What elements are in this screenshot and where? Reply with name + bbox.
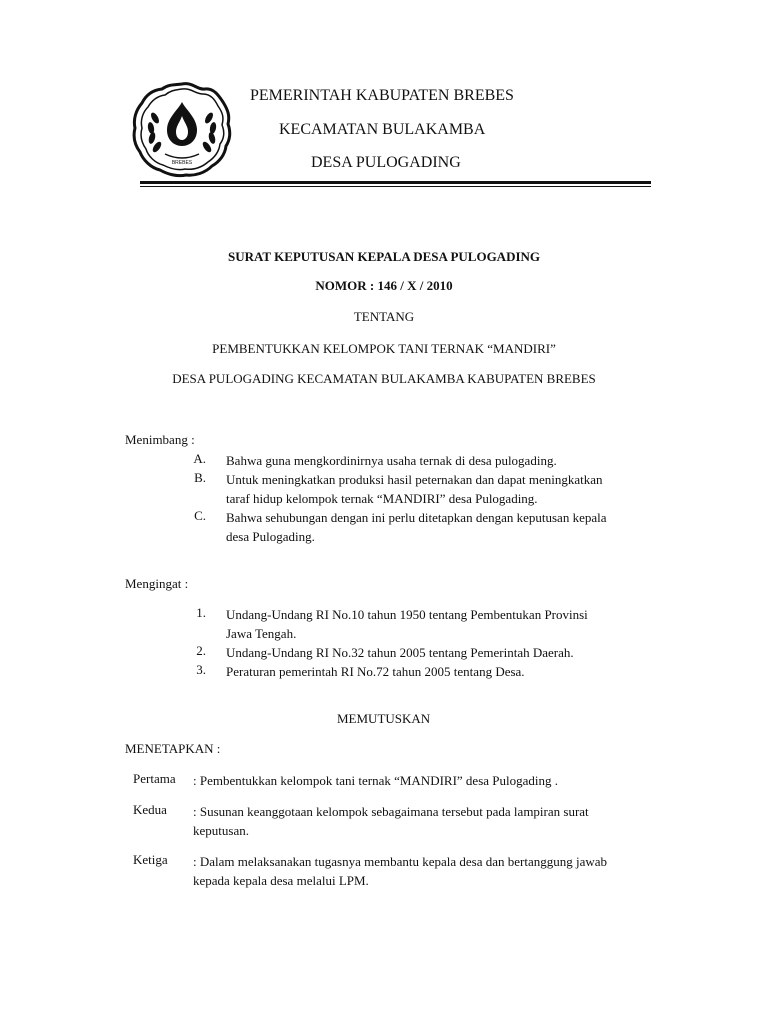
menetapkan-text-kedua-1: : Susunan keanggotaan kelompok sebagaimana tersebut pada lampiran surat — [193, 804, 589, 819]
menimbang-text-b-2: taraf hidup kelompok ternak “MANDIRI” desa Pulogading. — [226, 491, 538, 506]
mengingat-marker-2: 2. — [196, 643, 206, 658]
menetapkan-text-ketiga-1: : Dalam melaksanakan tugasnya membantu kepala desa dan bertanggung jawab — [193, 854, 608, 869]
menimbang-label: Menimbang : — [125, 432, 195, 447]
memutuskan-heading: MEMUTUSKAN — [337, 711, 431, 726]
decree-subject-line-1: PEMBENTUKKAN KELOMPOK TANI TERNAK “MANDIRI” — [212, 341, 556, 356]
letterhead-village: DESA PULOGADING — [311, 154, 461, 171]
menimbang-text-b-1: Untuk meningkatkan produksi hasil peternakan dan dapat meningkatkan — [226, 472, 603, 487]
menetapkan-key-kedua: Kedua — [133, 802, 167, 817]
mengingat-text-1-2: Jawa Tengah. — [226, 626, 297, 641]
menimbang-marker-c: C. — [194, 508, 206, 523]
menetapkan-text-pertama-1: : Pembentukkan kelompok tani ternak “MANDIRI” desa Pulogading . — [193, 773, 559, 788]
menetapkan-text-ketiga-2: kepada kepala desa melalui LPM. — [193, 873, 369, 888]
menimbang-text-c-2: desa Pulogading. — [226, 529, 315, 544]
regency-seal-logo — [131, 80, 233, 180]
decree-heading: SURAT KEPUTUSAN KEPALA DESA PULOGADING — [227, 249, 541, 264]
menetapkan-label: MENETAPKAN : — [125, 741, 221, 756]
menetapkan-key-ketiga: Ketiga — [133, 852, 168, 867]
menetapkan-key-pertama: Pertama — [133, 771, 176, 786]
letterhead-district: KECAMATAN BULAKAMBA — [279, 121, 486, 138]
letterhead-rule-thick — [140, 181, 651, 184]
menimbang-text-c-1: Bahwa sehubungan dengan ini perlu ditetapkan dengan keputusan kepala — [226, 510, 607, 525]
seal-text: BREBES — [171, 160, 193, 166]
decree-about: TENTANG — [353, 309, 415, 324]
menimbang-marker-b: B. — [194, 470, 206, 485]
menimbang-text-a-1: Bahwa guna mengkordinirnya usaha ternak di desa pulogading. — [226, 453, 557, 468]
decree-subject-line-2: DESA PULOGADING KECAMATAN BULAKAMBA KABUPATEN BREBES — [172, 371, 596, 386]
menetapkan-text-kedua-2: keputusan. — [193, 823, 249, 838]
letterhead-government: PEMERINTAH KABUPATEN BREBES — [250, 87, 514, 104]
mengingat-label: Mengingat : — [125, 576, 189, 591]
mengingat-text-2-1: Undang-Undang RI No.32 tahun 2005 tentang Pemerintah Daerah. — [226, 645, 574, 660]
mengingat-text-3-1: Peraturan pemerintah RI No.72 tahun 2005 tentang Desa. — [226, 664, 525, 679]
decree-number: NOMOR : 146 / X / 2010 — [315, 278, 453, 293]
mengingat-marker-3: 3. — [196, 662, 206, 677]
menimbang-marker-a: A. — [193, 451, 206, 466]
letterhead-rule-thin — [140, 186, 651, 187]
mengingat-marker-1: 1. — [196, 605, 206, 620]
mengingat-text-1-1: Undang-Undang RI No.10 tahun 1950 tentang Pembentukan Provinsi — [226, 607, 588, 622]
